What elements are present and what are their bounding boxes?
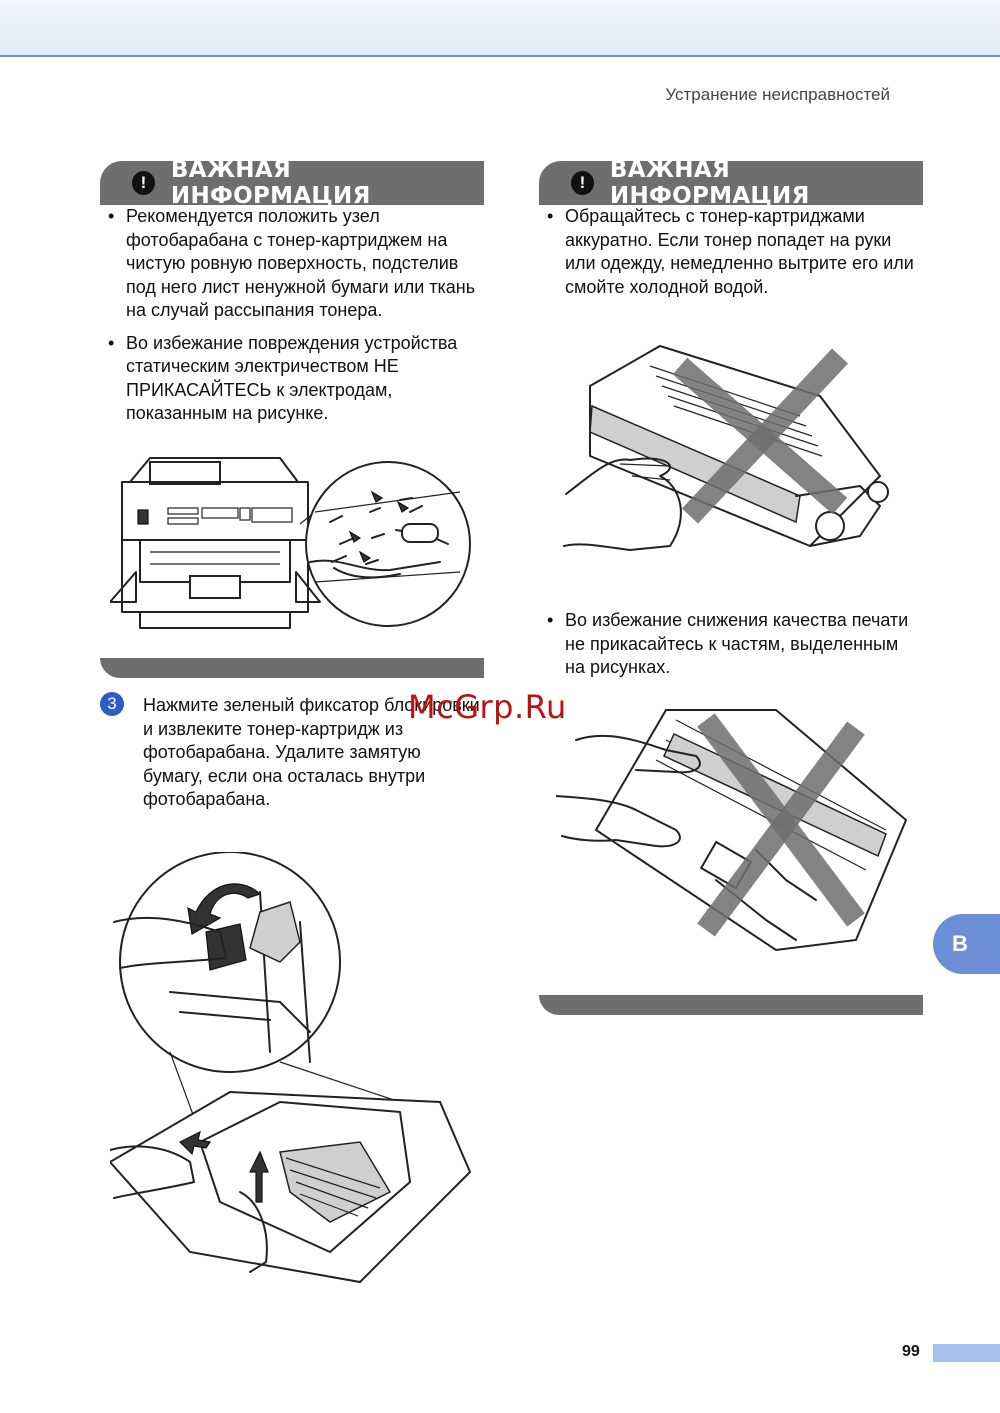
step-number-badge: 3 xyxy=(100,692,124,716)
chapter-tab: B xyxy=(933,914,1000,974)
list-item: • Рекомендуется положить узел фотобарабана с тонер-картриджем на чистую ровную поверхность, подстелив под него лист ненужной бумаги или ткань на случай рассыпания тонера. xyxy=(100,205,484,323)
list-item: • Во избежание снижения качества печати не прикасайтесь к частям, выделенным на рисунках. xyxy=(539,609,923,680)
important-list-right-2 xyxy=(539,609,923,689)
toner-cartridge-illustration xyxy=(560,336,900,572)
exclamation-circle-icon: ! xyxy=(571,171,594,195)
top-header-band xyxy=(0,0,1000,57)
list-item: • Во избежание повреждения устройства статическим электричеством НЕ ПРИКАСАЙТЕСЬ к электродам, показанным на рисунке. xyxy=(100,332,484,426)
important-header-left xyxy=(100,157,484,209)
important-title-left: ВАЖНАЯ ИНФОРМАЦИЯ xyxy=(170,157,371,209)
page-number: 99 xyxy=(902,1343,920,1360)
exclamation-circle-icon: ! xyxy=(132,171,155,195)
important-list-right xyxy=(539,205,923,308)
important-footer-left xyxy=(100,658,484,678)
lock-lever-illustration xyxy=(110,852,480,1292)
important-title-right: ВАЖНАЯ ИНФОРМАЦИЯ xyxy=(609,157,810,209)
important-header-right xyxy=(539,157,923,209)
list-item: • Обращайтесь с тонер-картриджами аккуратно. Если тонер попадет на руки или одежду, немедленно вытрите его или смойте холодной водой. xyxy=(539,205,923,299)
important-footer-right xyxy=(539,995,923,1015)
step-instruction: Нажмите зеленый фиксатор блокировки и извлеките тонер-картридж из фотобарабана. Удалите замятую бумагу, если она осталась внутри фотобарабана. xyxy=(143,695,480,809)
drum-unit-illustration xyxy=(556,700,912,962)
important-list-left xyxy=(100,205,484,435)
watermark: McGrp.Ru xyxy=(408,688,567,726)
page-number-bar xyxy=(933,1344,1000,1362)
running-header: Устранение неисправностей xyxy=(665,85,890,104)
printer-electrodes-illustration xyxy=(110,452,480,644)
